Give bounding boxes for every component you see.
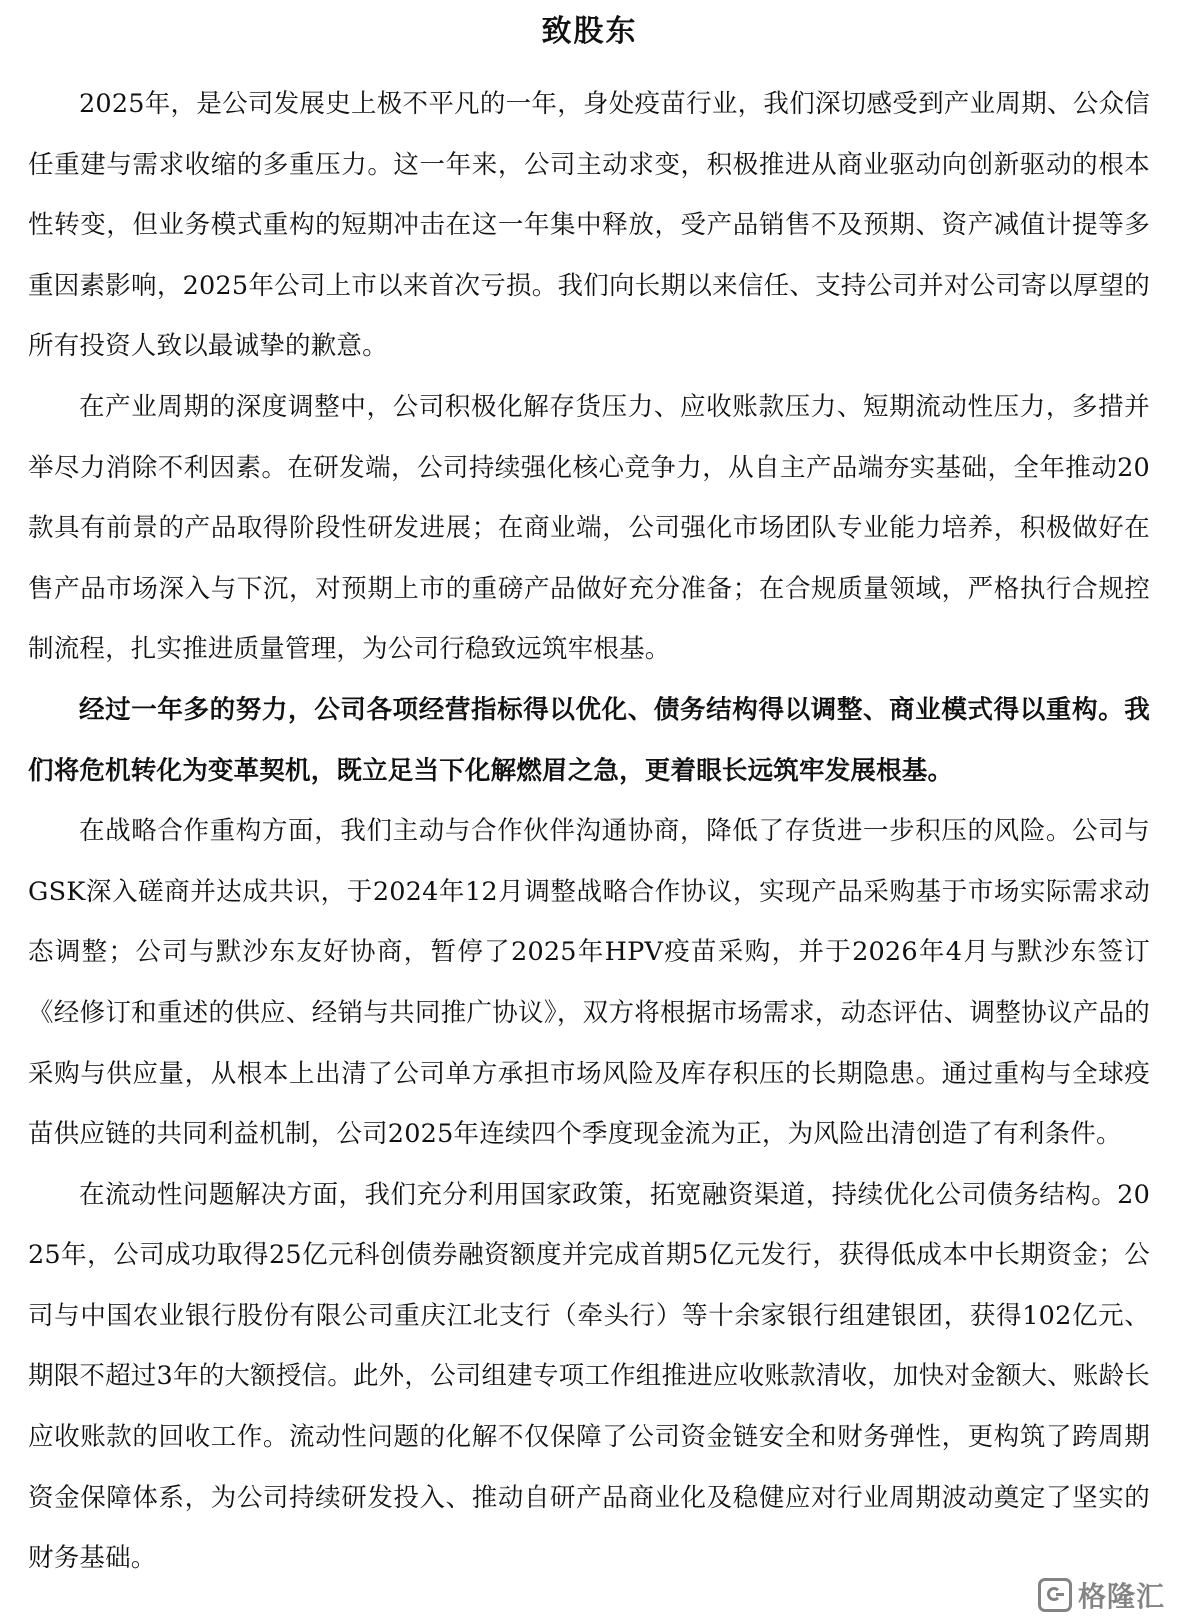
gelonghui-logo-icon bbox=[1038, 1578, 1072, 1612]
paragraph-4: 在战略合作重构方面，我们主动与合作伙伴沟通协商，降低了存货进一步积压的风险。公司与GSK深入磋商并达成共识，于2024年12月调整战略合作协议，实现产品采购基于市场实际需求动态调整；公司与默沙东友好协商，暂停了2025年HPV疫苗采购，并于2026年4月与默沙东签订《经修订和重述的供应、经销与共同推广协议》，双方将根据市场需求，动态评估、调整协议产品的采购与供应量，从根本上出清了公司单方承担市场风险及库存积压的长期隐患。通过重构与全球疫苗供应链的共同利益机制，公司2025年连续四个季度现金流为正，为风险出清创造了有利条件。 bbox=[28, 816, 1150, 1150]
paragraph-3-bold: 经过一年多的努力，公司各项经营指标得以优化、债务结构得以调整、商业模式得以重构。我们将危机转化为变革契机，既立足当下化解燃眉之急，更着眼长远筑牢发展根基。 bbox=[28, 694, 1150, 786]
letter-body bbox=[28, 74, 1150, 1589]
paragraph-2: 在产业周期的深度调整中，公司积极化解存货压力、应收账款压力、短期流动性压力，多措并举尽力消除不利因素。在研发端，公司持续强化核心竞争力，从自主产品端夯实基础，全年推动20款具有前景的产品取得阶段性研发进展；在商业端，公司强化市场团队专业能力培养，积极做好在售产品市场深入与下沉，对预期上市的重磅产品做好充分准备；在合规质量领域，严格执行合规控制流程，扎实推进质量管理，为公司行稳致远筑牢根基。 bbox=[28, 391, 1150, 665]
paragraph-1: 2025年，是公司发展史上极不平凡的一年，身处疫苗行业，我们深切感受到产业周期、公众信任重建与需求收缩的多重压力。这一年来，公司主动求变，积极推进从商业驱动向创新驱动的根本性转变，但业务模式重构的短期冲击在这一年集中释放，受产品销售不及预期、资产减值计提等多重因素影响，2025年公司上市以来首次亏损。我们向长期以来信任、支持公司并对公司寄以厚望的所有投资人致以最诚挚的歉意。 bbox=[28, 89, 1150, 362]
paragraph-5: 在流动性问题解决方面，我们充分利用国家政策，拓宽融资渠道，持续优化公司债务结构。2025年，公司成功取得25亿元科创债券融资额度并完成首期5亿元发行，获得低成本中长期资金；公司与中国农业银行股份有限公司重庆江北支行（牵头行）等十余家银行组建银团，获得102亿元、期限不超过3年的大额授信。此外，公司组建专项工作组推进应收账款清收，加快对金额大、账龄长应收账款的回收工作。流动性问题的化解不仅保障了公司资金链安全和财务弹性，更构筑了跨周期资金保障体系，为公司持续研发投入、推动自研产品商业化及稳健应对行业周期波动奠定了坚实的财务基础。 bbox=[28, 1179, 1150, 1574]
watermark bbox=[1038, 1573, 1165, 1617]
watermark-text: 格隆汇 bbox=[1077, 1580, 1165, 1613]
page-title: 致股东 bbox=[541, 14, 638, 49]
